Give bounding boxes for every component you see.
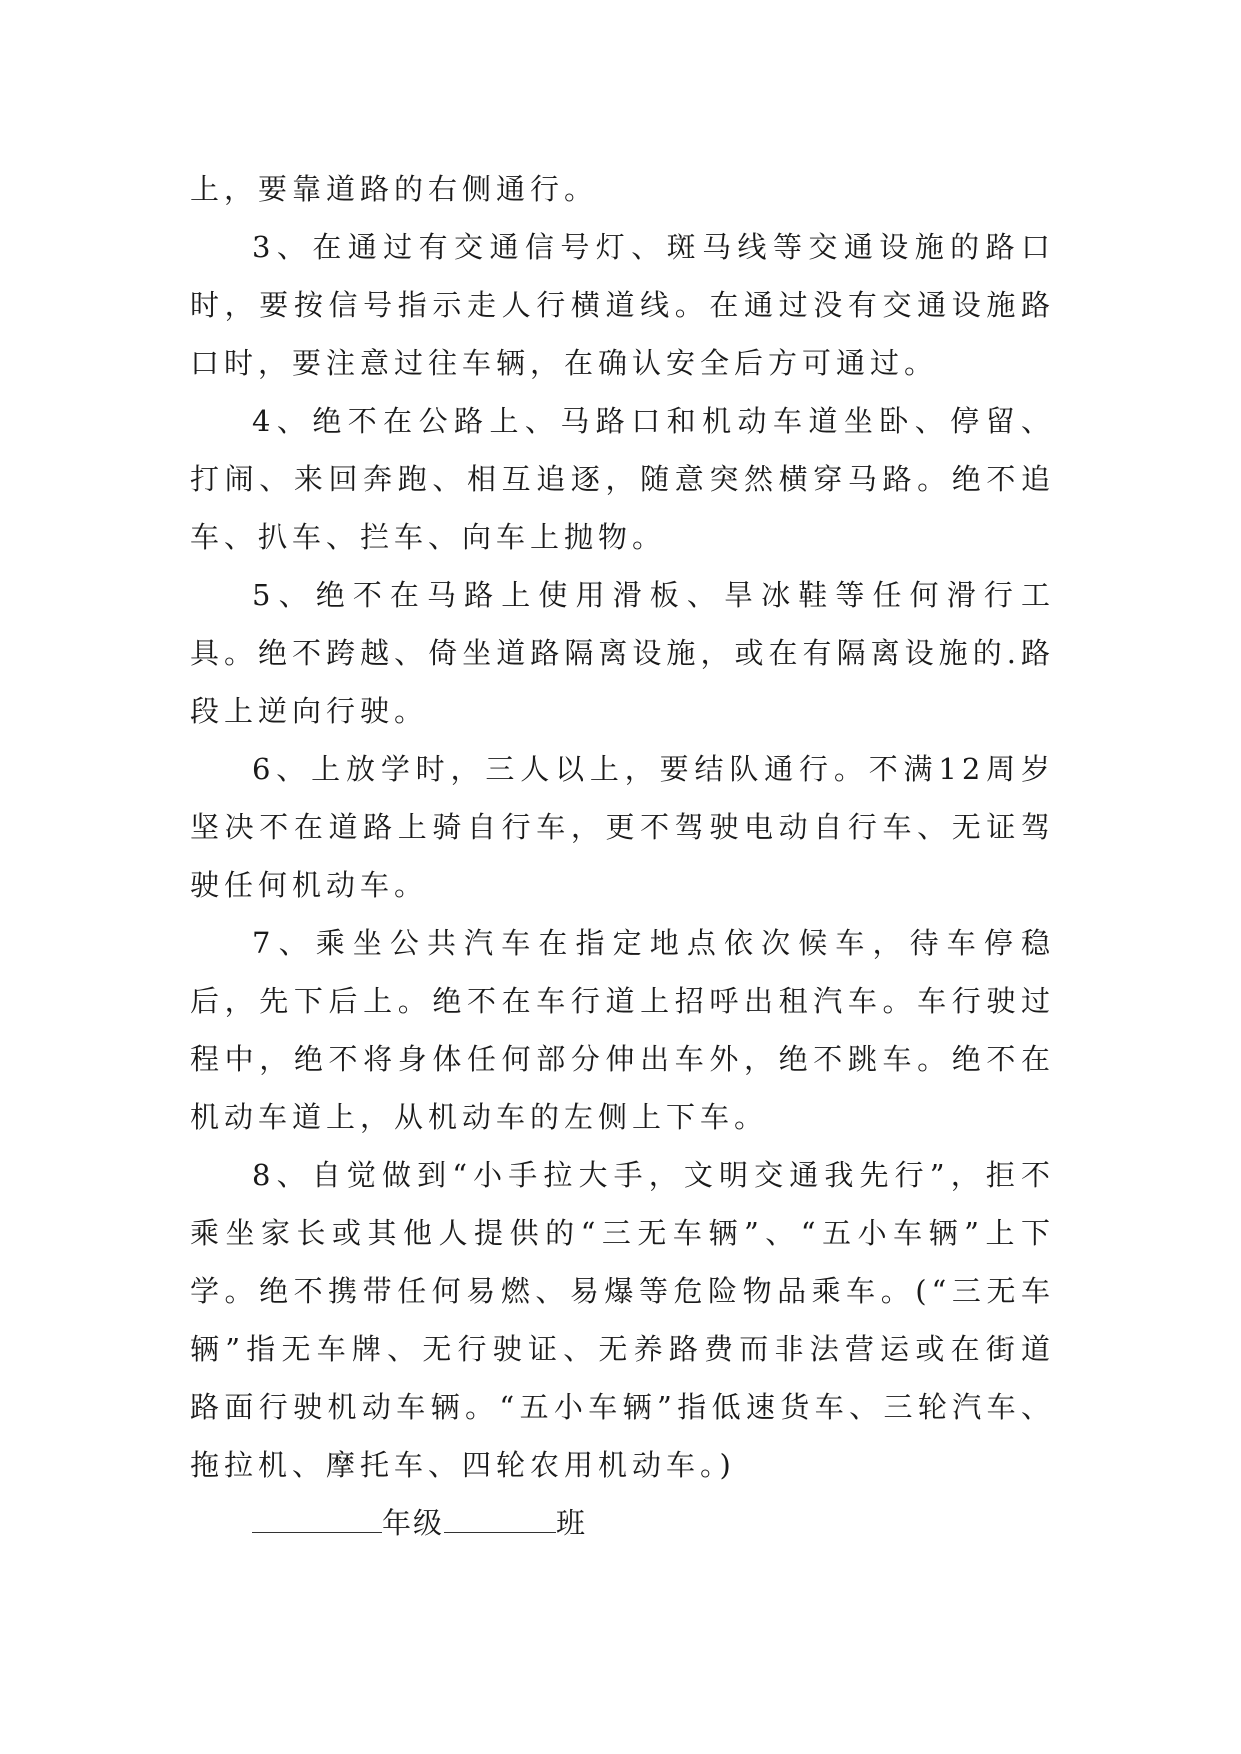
paragraph-continuation: 上，要靠道路的右侧通行。 xyxy=(190,172,599,206)
grade-blank xyxy=(252,1502,382,1533)
paragraph-rule-3: 3、在通过有交通信号灯、斑马线等交通设施的路口时，要按信号指示走人行横道线。在通过没有交通设施路口时，要注意过往车辆，在确认安全后方可通过。 xyxy=(190,230,1055,380)
grade-class-line xyxy=(190,1494,1055,1552)
class-label: 班 xyxy=(556,1506,588,1540)
grade-label: 年级 xyxy=(382,1506,445,1540)
paragraph-rule-5: 5、绝不在马路上使用滑板、旱冰鞋等任何滑行工具。绝不跨越、倚坐道路隔离设施，或在有隔离设施的.路段上逆向行驶。 xyxy=(190,578,1055,728)
paragraph-rule-6: 6、上放学时，三人以上，要结队通行。不满12周岁坚决不在道路上骑自行车，更不驾驶电动自行车、无证驾驶任何机动车。 xyxy=(190,752,1055,902)
paragraph-rule-7: 7、乘坐公共汽车在指定地点依次候车，待车停稳后，先下后上。绝不在车行道上招呼出租汽车。车行驶过程中，绝不将身体任何部分伸出车外，绝不跳车。绝不在机动车道上，从机动车的左侧上下车。 xyxy=(190,926,1055,1134)
class-blank xyxy=(444,1502,556,1533)
document-body xyxy=(190,160,1055,1552)
paragraph-rule-4: 4、绝不在公路上、马路口和机动车道坐卧、停留、打闹、来回奔跑、相互追逐，随意突然横穿马路。绝不追车、扒车、拦车、向车上抛物。 xyxy=(190,404,1055,554)
paragraph-rule-8: 8、自觉做到“小手拉大手，文明交通我先行”，拒不乘坐家长或其他人提供的“三无车辆”、“五小车辆”上下学。绝不携带任何易燃、易爆等危险物品乘车。(“三无车辆”指无车牌、无行驶证、无养路费而非法营运或在街道路面行驶机动车辆。“五小车辆”指低速货车、三轮汽车、拖拉机、摩托车、四轮农用机动车。) xyxy=(190,1158,1055,1482)
